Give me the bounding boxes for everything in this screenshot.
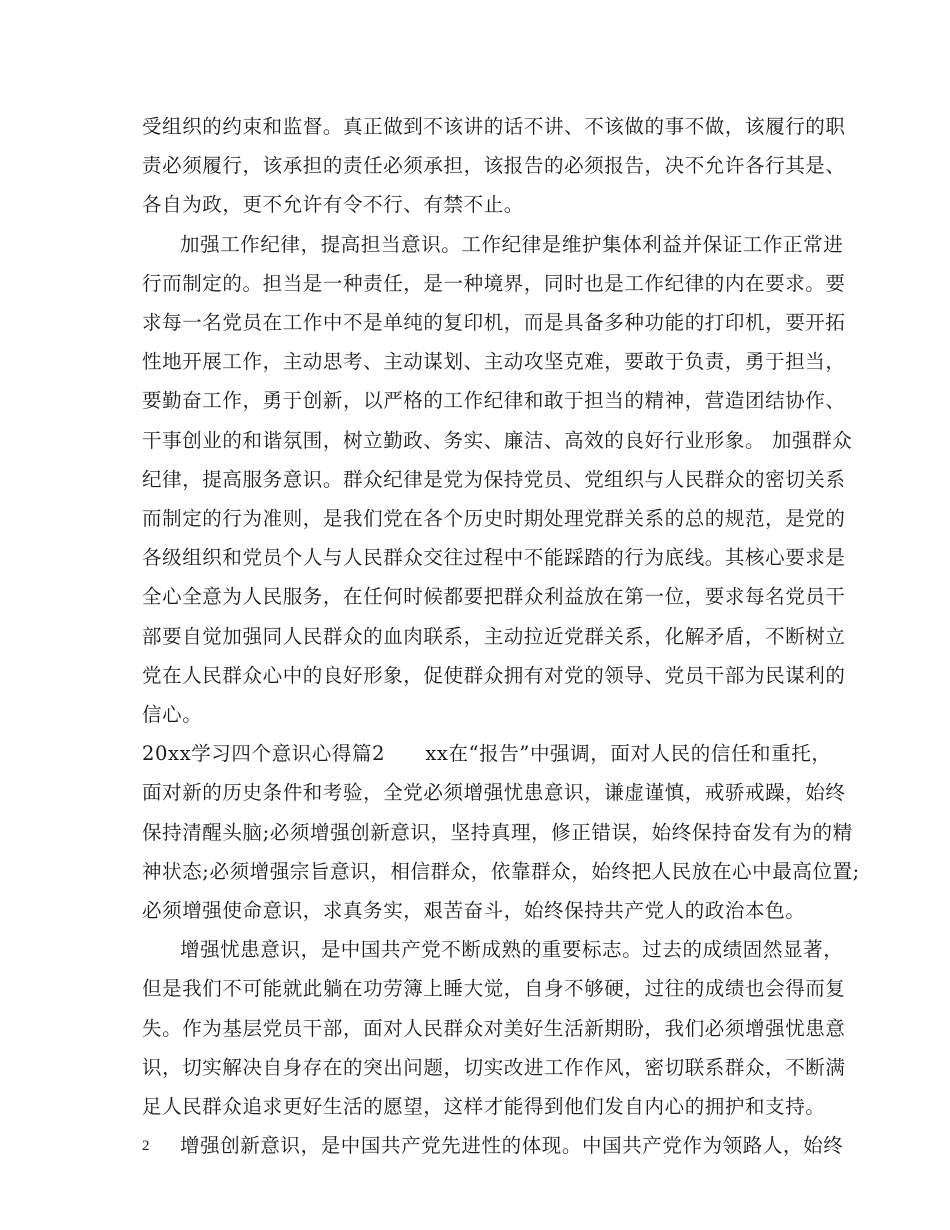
text-line: 足人民群众追求更好生活的愿望，这样才能得到他们发自内心的拥护和支持。 bbox=[142, 1095, 826, 1118]
text-line: 要勤奋工作，勇于创新，以严格的工作纪律和敢于担当的精神，营造团结协作、 bbox=[142, 389, 846, 413]
text-line: 全心全意为人民服务，在任何时候都要把群众利益放在第一位，要求每名党员干 bbox=[142, 585, 846, 609]
text-line: 部要自觉加强同人民群众的血肉联系，主动拉近党群关系，化解矛盾，不断树立 bbox=[142, 624, 846, 648]
text-line: 各级组织和党员个人与人民群众交往过程中不能踩踏的行为底线。其核心要求是 bbox=[142, 546, 846, 570]
text-line: 责必须履行，该承担的责任必须承担，该报告的必须报告，决不允许各行其是、 bbox=[142, 154, 846, 178]
text-line: 信心。 bbox=[142, 703, 203, 726]
text-line: 神状态;必须增强宗旨意识，相信群众，依靠群众，始终把人民放在心中最高位置; bbox=[142, 859, 860, 883]
text-line: 纪律，提高服务意识。群众纪律是党为保持党员、党组织与人民群众的密切关系 bbox=[142, 467, 846, 491]
text-line: 干事创业的和谐氛围，树立勤政、务实、廉洁、高效的良好行业形象。 加强群众 bbox=[142, 428, 853, 452]
section-heading-line: 20xx学习四个意识心得篇2 xx在“报告”中强调，面对人民的信任和重托， bbox=[142, 742, 832, 766]
page-number: 2 bbox=[142, 1138, 150, 1154]
text-line: 受组织的约束和监督。真正做到不该讲的话不讲、不该做的事不做，该履行的职 bbox=[142, 115, 846, 138]
text-line: 行而制定的。担当是一种责任，是一种境界，同时也是工作纪律的内在要求。要 bbox=[142, 271, 846, 295]
paragraph-start-line: 增强创新意识，是中国共产党先进性的体现。中国共产党作为领路人，始终 bbox=[180, 1134, 844, 1158]
paragraph-start-line: 增强忧患意识，是中国共产党不断成熟的重要标志。过去的成绩固然显著， bbox=[180, 938, 844, 962]
text-line: 求每一名党员在工作中不是单纯的复印机，而是具备多种功能的打印机，要开拓 bbox=[142, 311, 846, 334]
paragraph-start-line: 加强工作纪律，提高担当意识。工作纪律是维护集体利益并保证工作正常进 bbox=[180, 232, 844, 256]
text-line: 而制定的行为准则，是我们党在各个历史时期处理党群关系的总的规范，是党的 bbox=[142, 507, 846, 530]
text-line: 但是我们不可能就此躺在功劳簿上睡大觉，自身不够硬，过往的成绩也会得而复 bbox=[142, 977, 846, 1001]
text-line: 性地开展工作，主动思考、主动谋划、主动攻坚克难，要敢于负责，勇于担当， bbox=[142, 350, 846, 374]
text-line: 必须增强使命意识，求真务实，艰苦奋斗，始终保持共产党人的政治本色。 bbox=[142, 899, 806, 922]
text-line: 保持清醒头脑;必须增强创新意识，坚持真理，修正错误，始终保持奋发有为的精 bbox=[142, 820, 853, 844]
text-line: 各自为政，更不允许有令不行、有禁不止。 bbox=[142, 193, 524, 217]
text-line: 面对新的历史条件和考验，全党必须增强忧患意识，谦虚谨慎，戒骄戒躁，始终 bbox=[142, 781, 846, 805]
text-line: 识，切实解决自身存在的突出问题，切实改进工作作风，密切联系群众，不断满 bbox=[142, 1055, 846, 1079]
text-line: 失。作为基层党员干部，面对人民群众对美好生活新期盼，我们必须增强忧患意 bbox=[142, 1016, 846, 1040]
text-line: 党在人民群众心中的良好形象，促使群众拥有对党的领导、党员干部为民谋利的 bbox=[142, 663, 846, 687]
